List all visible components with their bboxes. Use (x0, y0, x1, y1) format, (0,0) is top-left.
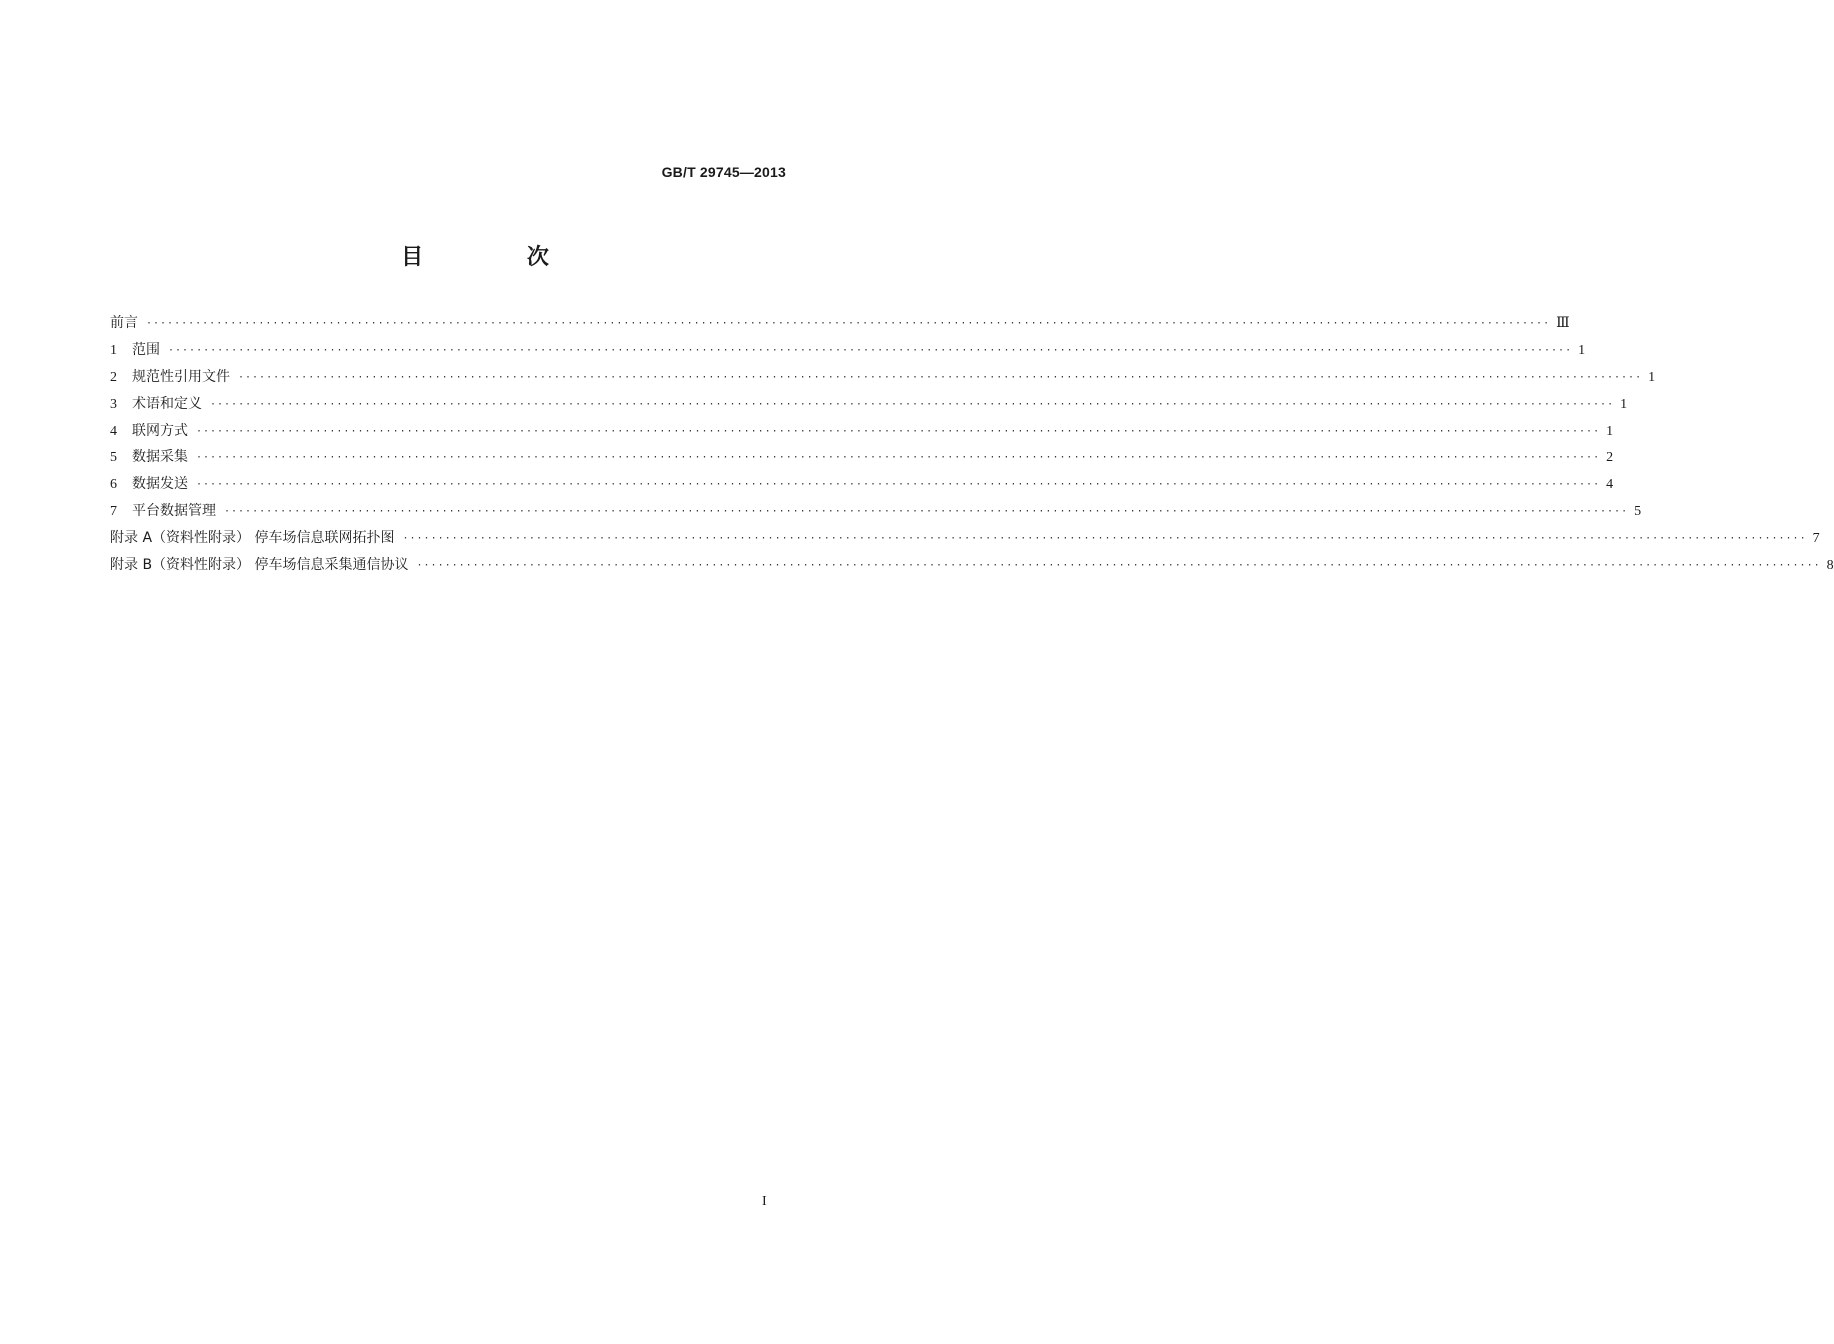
toc-entry-number: 7 (110, 504, 117, 520)
toc-entry-4[interactable] (110, 420, 1614, 447)
toc-leader-dots: ········································································································································································································ (146, 318, 1551, 329)
toc-entry-number: 4 (110, 423, 117, 439)
toc-entry-page: 4 (1606, 477, 1614, 493)
table-of-contents (110, 312, 1834, 581)
toc-leader-dots: ········································································································································································································ (196, 452, 1601, 464)
toc-entry-number: 6 (110, 477, 117, 493)
toc-leader-dots: ········································································································································································································ (196, 479, 1601, 491)
toc-entry-page: 1 (1606, 423, 1614, 439)
toc-entry-page: 1 (1648, 369, 1656, 385)
toc-entry-appendix-b[interactable] (110, 554, 1834, 581)
toc-entry-label: 联网方式 (132, 422, 188, 439)
toc-entry-page: 7 (1812, 531, 1820, 547)
toc-entry-6[interactable] (110, 473, 1614, 500)
toc-entry-foreword[interactable] (110, 312, 1570, 339)
toc-entry-number: 3 (110, 396, 117, 412)
toc-entry-5[interactable] (110, 446, 1614, 473)
toc-entry-label: 范围 (132, 341, 160, 358)
toc-entry-label: 附录 A（资料性附录） 停车场信息联网拓扑图 (110, 530, 395, 547)
page-number: I (762, 1194, 767, 1209)
toc-entry-label: 数据发送 (132, 476, 188, 493)
toc-entry-label: 术语和定义 (132, 395, 202, 412)
toc-entry-number: 2 (110, 369, 117, 385)
toc-leader-dots: ········································································································································································································ (224, 506, 1629, 518)
toc-entry-label: 附录 B（资料性附录） 停车场信息采集通信协议 (110, 557, 409, 574)
toc-leader-dots: ········································································································································································································ (402, 533, 1807, 545)
toc-leader-dots: ········································································································································································································ (416, 560, 1821, 572)
toc-entry-label: 前言 (110, 315, 138, 331)
toc-leader-dots: ········································································································································································································ (196, 425, 1601, 437)
toc-entry-page: 8 (1826, 558, 1834, 574)
toc-entry-1[interactable] (110, 339, 1586, 366)
toc-entry-3[interactable] (110, 393, 1628, 420)
toc-entry-number: 1 (110, 342, 117, 358)
toc-entry-appendix-a[interactable] (110, 527, 1820, 554)
toc-entry-number: 5 (110, 450, 117, 466)
toc-entry-label: 平台数据管理 (132, 503, 216, 520)
toc-entry-label: 数据采集 (132, 449, 188, 466)
toc-entry-page: 1 (1578, 342, 1586, 358)
toc-leader-dots: ········································································································································································································ (238, 371, 1643, 383)
toc-entry-2[interactable] (110, 366, 1656, 393)
standard-code: GB/T 29745—2013 (661, 164, 786, 180)
toc-entry-page: 5 (1634, 504, 1642, 520)
toc-leader-dots: ········································································································································································································ (210, 398, 1615, 410)
toc-entry-page: 1 (1620, 396, 1628, 412)
page-title: 目 次 (401, 245, 597, 270)
toc-entry-7[interactable] (110, 500, 1642, 527)
toc-entry-page: Ⅲ (1556, 316, 1570, 331)
toc-leader-dots: ········································································································································································································ (168, 344, 1573, 356)
toc-entry-label: 规范性引用文件 (132, 368, 230, 385)
toc-entry-page: 2 (1606, 450, 1614, 466)
